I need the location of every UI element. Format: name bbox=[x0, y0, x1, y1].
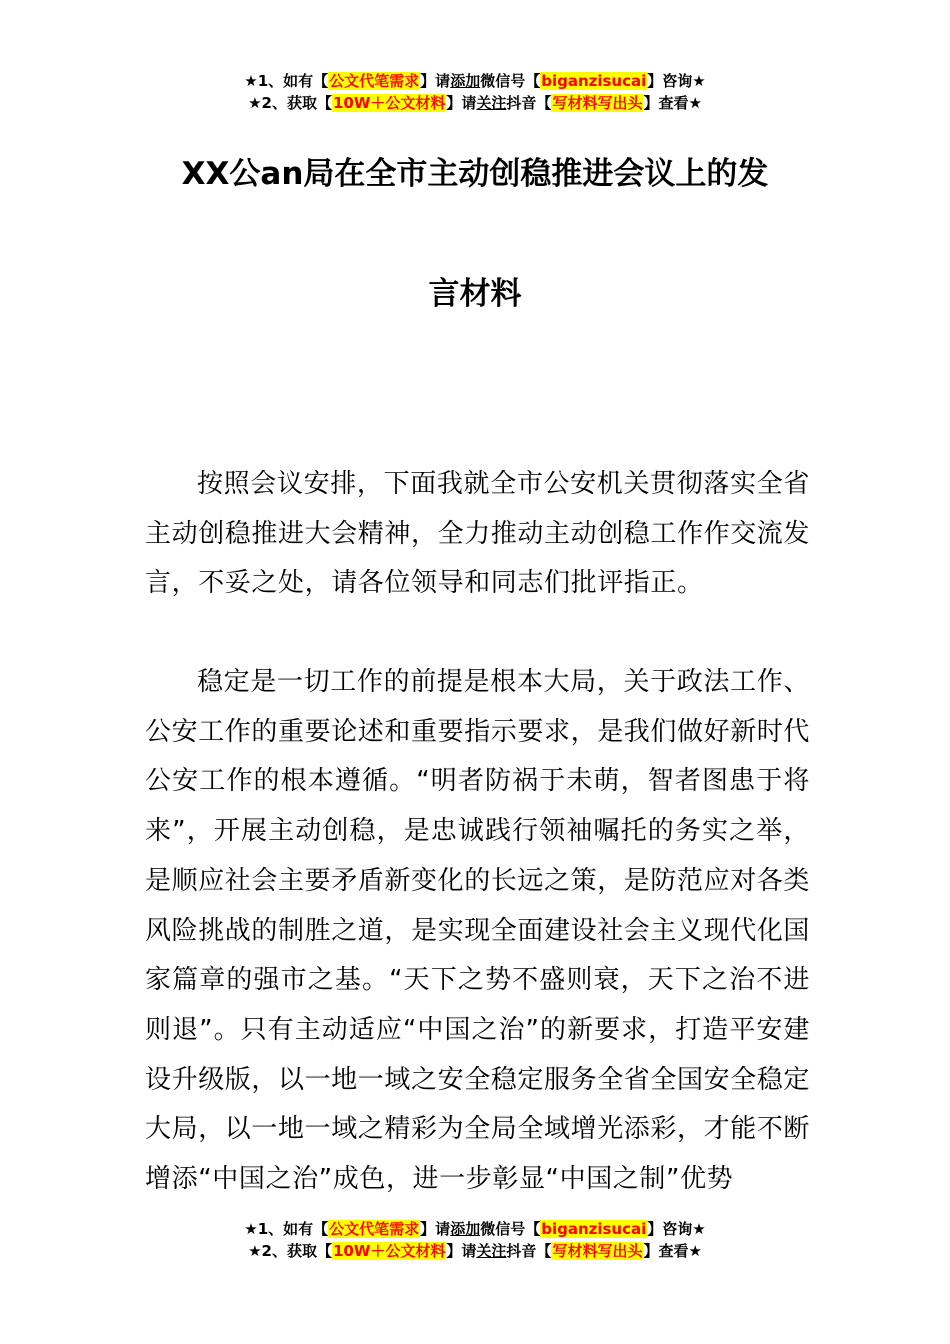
promo-emphasis: 添加 bbox=[450, 72, 481, 90]
document-title-line-2: 言材料 bbox=[428, 276, 522, 312]
promo-text: 】咨询★ bbox=[647, 1220, 706, 1238]
promo-text: 】请 bbox=[420, 72, 451, 90]
promo-text: 】查看★ bbox=[643, 94, 702, 112]
highlight-materials: 10W＋公文材料 bbox=[332, 1242, 446, 1260]
paragraph-text: 按照会议安排，下面我就全市公安机关贯彻落实全省主动创稳推进大会精神，全力推动主动创稳工作作交流发言，不妥之处，请各位领导和同志们批评指正。 bbox=[145, 469, 811, 599]
promo-header bbox=[0, 70, 950, 114]
promo-line-1 bbox=[0, 70, 950, 92]
paragraph-text: 稳定是一切工作的前提是根本大局，关于政法工作、公安工作的重要论述和重要指示要求，是我们做好新时代公安工作的根本遵循。“明者防祸于未萌，智者图患于将来”，开展主动创稳，是忠诚践行领袖嘱托的务实之举，是顺应社会主要矛盾新变化的长远之策，是防范应对各类风险挑战的制胜之道，是实现全面建设社会主义现代化国家篇章的强市之基。“天下之势不盛则衰，天下之治不进则退”。只有主动适应“中国之治”的新要求，打造平安建设升级版，以一地一域之安全稳定服务全省全国安全稳定大局，以一地一域之精彩为全局全域增光添彩，才能不断增添“中国之治”成色，进一步彰显“中国之制”优势 bbox=[145, 667, 811, 1195]
body-paragraph-1 bbox=[145, 460, 810, 609]
highlight-materials: 10W＋公文材料 bbox=[332, 94, 446, 112]
promo-text: 抖音【 bbox=[506, 94, 552, 112]
promo-text: 】查看★ bbox=[643, 1242, 702, 1260]
promo-text: 微信号【 bbox=[480, 72, 541, 90]
promo-text: 微信号【 bbox=[480, 1220, 541, 1238]
highlight-wechat-id: biganzisucai bbox=[541, 72, 647, 90]
highlight-service: 公文代笔需求 bbox=[329, 1220, 420, 1238]
promo-text: 】请 bbox=[446, 94, 477, 112]
highlight-douyin-id: 写材料写出头 bbox=[552, 94, 643, 112]
highlight-douyin-id: 写材料写出头 bbox=[552, 1242, 643, 1260]
body-paragraph-2 bbox=[145, 658, 810, 1205]
highlight-wechat-id: biganzisucai bbox=[541, 1220, 647, 1238]
promo-line-1 bbox=[0, 1218, 950, 1240]
promo-text: ★2、获取【 bbox=[248, 94, 332, 112]
promo-text: 抖音【 bbox=[506, 1242, 552, 1260]
promo-text: 】咨询★ bbox=[647, 72, 706, 90]
promo-emphasis: 关注 bbox=[476, 1242, 507, 1260]
promo-text: 】请 bbox=[420, 1220, 451, 1238]
promo-emphasis: 关注 bbox=[476, 94, 507, 112]
promo-text: 】请 bbox=[446, 1242, 477, 1260]
promo-line-2 bbox=[0, 1240, 950, 1262]
promo-text: ★1、如有【 bbox=[244, 72, 329, 90]
promo-emphasis: 添加 bbox=[450, 1220, 481, 1238]
promo-line-2 bbox=[0, 92, 950, 114]
promo-text: ★1、如有【 bbox=[244, 1220, 329, 1238]
promo-footer bbox=[0, 1218, 950, 1262]
promo-text: ★2、获取【 bbox=[248, 1242, 332, 1260]
highlight-service: 公文代笔需求 bbox=[329, 72, 420, 90]
document-title-line-1: XX公an局在全市主动创稳推进会议上的发 bbox=[181, 156, 769, 192]
